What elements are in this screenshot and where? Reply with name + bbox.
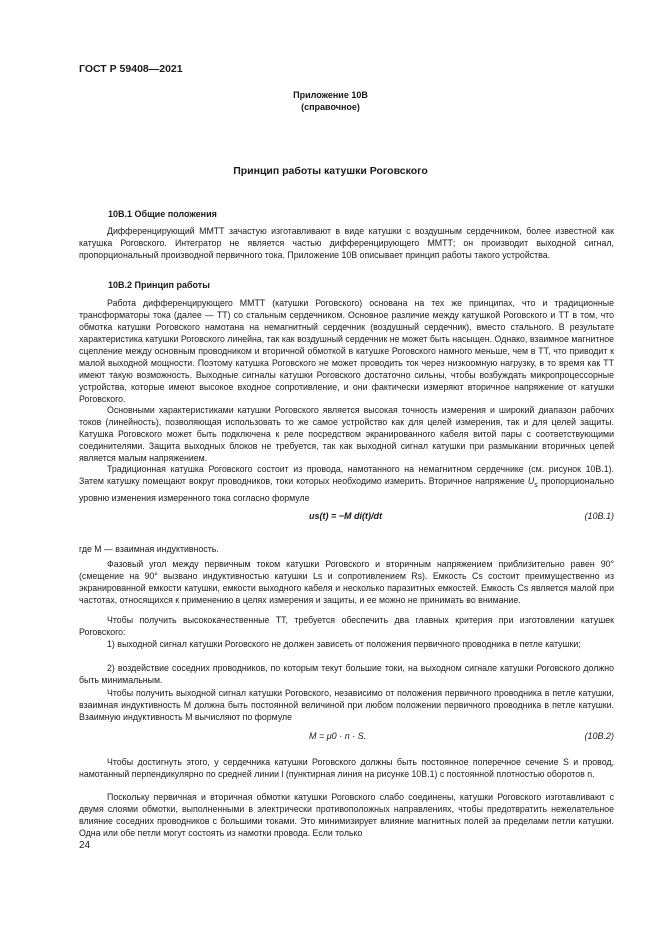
paragraph: Чтобы достигнуть этого, у сердечника катушки Роговского должны быть постоянное поперечное сечение S и провод, намотанный перпендикулярно по средней линии l (пунктирная линия на рисунке 10В.1) с постоянной плотностью оборотов n. xyxy=(79,757,614,779)
standard-header: ГОСТ Р 59408—2021 xyxy=(79,63,183,75)
page-number: 24 xyxy=(79,840,91,851)
paragraph: Работа дифференцирующего ММТТ (катушки Роговского) основана на тех же принципах, что и традиционные трансформаторы тока (далее — ТТ) со стальным сердечником. Основное различие между катушкой Роговского и ТТ в том, что обмотка катушки Роговского намотана на немагнитный сердечник (воздушный сердечник), вместо стального. В результате характеристика катушки Роговского линейна, так как воздушный сердечник не может быть насыщен. Однако, взаимное магнитное сцепление между основным проводником и вторичной обмоткой в катушке Роговского намного меньше, чем в ТТ, что приводит к малой выходной мощности. Поэтому катушка Роговского не может проводить ток через низкоомную нагрузку, в то время как ТТ имеют такую возможность. Выходные сигналы катушки Роговского достаточно сильны, чтобы возбуждать микропроцессорные устройства, которые имеют высокое входное сопротивление, и они фактически измеряют вторичное напряжение от катушки Роговского. xyxy=(79,298,614,404)
formula-10b1 xyxy=(79,509,614,531)
paragraph-text: пропорционально уровню изменения измеренного тока согласно формуле xyxy=(79,476,615,503)
voltage-variable: U xyxy=(527,476,535,486)
list-item: 2) воздействие соседних проводников, по которым текут большие токи, на выходном сигнале катушки Роговского должно быть минимальным. xyxy=(79,663,614,685)
voltage-subscript: s xyxy=(534,481,538,489)
formula-number: (10В.1) xyxy=(584,511,614,521)
section-10b1-title: 10В.1 Общие положения xyxy=(108,209,217,219)
paragraph: Основными характеристиками катушки Роговского является высокая точность измерения и широкий диапазон рабочих токов (линейность), позволяющая использовать то же самое устройство как для целей измерения, так и для целей защиты. Катушка Роговского может быть подключена к реле посредством экранированного кабеля витой пары с соответствующими соединителями. Защита выходных блоков не требуется, так как выходной сигнал катушки при размыкании вторичных цепей является малым напряжением. xyxy=(79,405,614,463)
formula-expression: M = μ0 · n · S. xyxy=(309,731,367,741)
paragraph: Фазовый угол между первичным током катушки Роговского и вторичным напряжением приблизительно равен 90° (смещение на 90° вызвано индуктивностью катушки Ls и сопротивлением Rs). Емкость Cs состоит преимущественно из экранированной емкости катушки, емкости выходного кабеля и несколько паразитных емкостей. Емкость Cs является малой при частотах, относящихся к применению в целях измерения и защиты, и ее можно не принимать во внимание. xyxy=(79,559,614,605)
appendix-subtitle: (справочное) xyxy=(301,102,360,112)
paragraph xyxy=(79,463,614,504)
paragraph: Чтобы получить выходной сигнал катушки Роговского, независимо от положения первичного проводника в петле катушки, взаимная индуктивность M должна быть постоянной величиной при любом положении первичного проводника в петле катушки. Взаимную индуктивность M вычисляют по формуле xyxy=(79,688,614,722)
formula-10b2 xyxy=(79,731,614,747)
formula-expression: us(t) = −M di(t)/dt xyxy=(309,511,382,521)
paragraph: Чтобы получить высококачественные ТТ, требуется обеспечить два главных критерия при изготовлении катушек Роговского: xyxy=(79,615,614,637)
section-10b2-title: 10В.2 Принцип работы xyxy=(108,280,210,290)
paragraph-text: Традиционная катушка Роговского состоит из провода, намотанного на немагнитном сердечнике (см. рисунок 10В.1). Затем катушку помещают вокруг проводников, токи которых необходимо измерить. Вторичное напряжение xyxy=(79,464,614,486)
document-title: Принцип работы катушки Роговского xyxy=(233,165,428,177)
list-item: 1) выходной сигнал катушки Роговского не должен зависеть от положения первичного проводника в петле катушки; xyxy=(107,639,581,649)
paragraph: Дифференцирующий ММТТ зачастую изготавливают в виде катушки с воздушным сердечником, более известной как катушка Роговского. Интегратор не является частью дифференцирующего ММТТ; он производит выходной сигнал, пропорциональный производной первичного тока. Приложение 10В описывает принцип работы такого устройства. xyxy=(79,226,614,260)
paragraph: Поскольку первичная и вторичная обмотки катушки Роговского слабо соединены, катушки Роговского изготавливают с двумя слоями обмотки, выполненными в электрически противоположных направлениях, чтобы предотвратить нежелательное влияние соседних проводников с большими токами. Это минимизирует влияние магнитных полей за пределами петли катушки. Одна или обе петли могут состоять из намотки провода. Если только xyxy=(79,792,614,838)
paragraph: где M — взаимная индуктивность. xyxy=(79,544,219,554)
formula-number: (10В.2) xyxy=(584,731,614,741)
appendix-title: Приложение 10В xyxy=(293,90,368,100)
